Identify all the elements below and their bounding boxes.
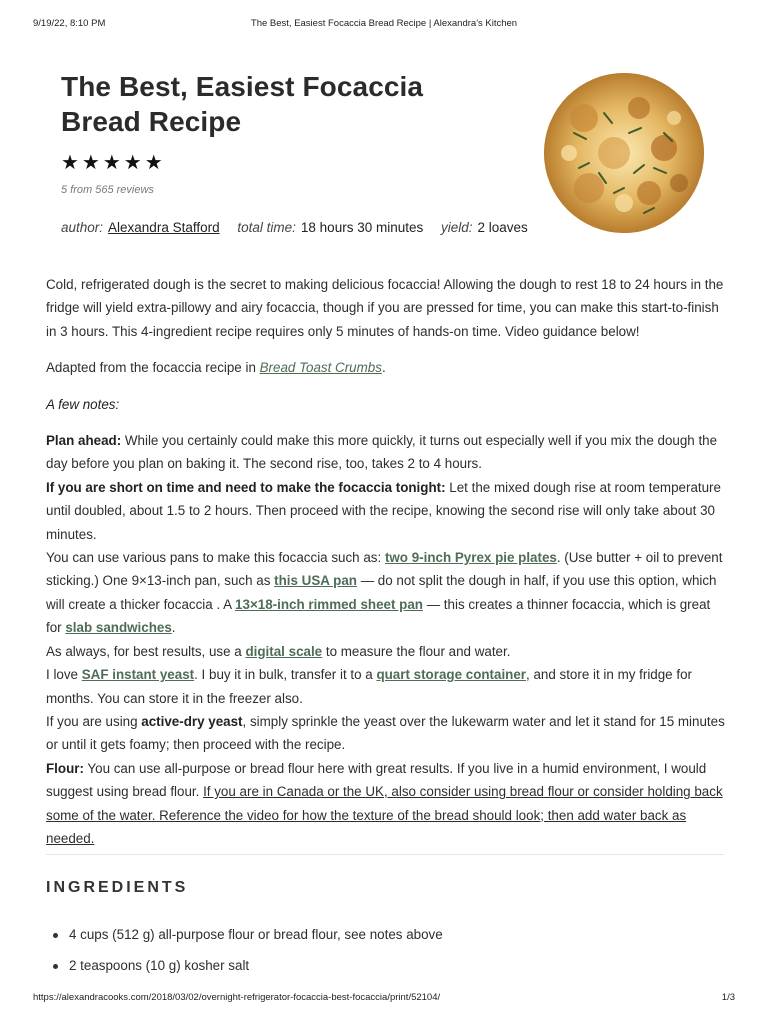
recipe-meta bbox=[61, 220, 542, 235]
focaccia-photo bbox=[544, 73, 704, 233]
adapted-end: . bbox=[381, 360, 386, 376]
print-page-title: The Best, Easiest Focaccia Bread Recipe | Alexandra's Kitchen bbox=[250, 18, 518, 29]
yield-label: yield: bbox=[441, 220, 473, 235]
pans-text-1: You can use various pans to make this focaccia such as: bbox=[46, 550, 385, 566]
print-url: https://alexandracooks.com/2018/03/02/overnight-refrigerator-focaccia-best-focaccia/print/52104/ bbox=[33, 992, 441, 1003]
scale-text-2: to measure the flour and water. bbox=[322, 643, 511, 659]
plan-ahead-text: While you certainly could make this more quickly, it turns out especially well if you mix the dough the day before you plan on baking it. The second rise, too, takes 2 to 4 hours. bbox=[46, 433, 718, 472]
note-saf-yeast bbox=[46, 663, 726, 710]
review-count: 5 from 565 reviews bbox=[61, 184, 154, 196]
pyrex-pie-plates-link[interactable]: two 9-inch Pyrex pie plates bbox=[384, 550, 557, 566]
canada-uk-flour-link[interactable]: If you are in Canada or the UK, also consider using bread flour or consider holding back some of the water. Reference the video for how the texture of the bread should look; then add water back as needed. bbox=[46, 784, 723, 846]
recipe-description bbox=[46, 273, 726, 850]
intro-paragraph: Cold, refrigerated dough is the secret to making delicious focaccia! Allowing the dough to rest 18 to 24 hours in the fridge will yield extra-pillowy and airy focaccia, though if you are pressed for time, you can make this start-to-finish in 3 hours. This 4-ingredient recipe requires only 5 minutes of hands-on time. Video guidance below! bbox=[46, 277, 724, 339]
active-dry-yeast-label: active-dry yeast bbox=[141, 713, 243, 729]
note-pans bbox=[46, 546, 726, 640]
focaccia-image-icon bbox=[544, 73, 704, 233]
adry-text-2: , simply sprinkle the yeast over the lukewarm water and let it stand for 15 minutes or until it gets foamy; then proceed with the recipe. bbox=[46, 713, 725, 753]
flour-text: You can use all-purpose or bread flour here with great results. If you live in a humid environment, I would suggest using bread flour. bbox=[46, 760, 707, 800]
ingredient-item: 2 teaspoons (10 g) kosher salt bbox=[46, 956, 706, 976]
flour-label: Flour: bbox=[46, 760, 84, 776]
bread-toast-crumbs-link[interactable]: Bread Toast Crumbs bbox=[259, 360, 382, 376]
pans-text-2: . (Use butter + oil to prevent sticking.) One 9×13-inch pan, such as bbox=[46, 550, 723, 589]
quart-storage-container-link[interactable]: quart storage container bbox=[376, 667, 527, 683]
pans-text-4: — this creates a thinner focaccia, which is great for bbox=[46, 596, 711, 636]
usa-pan-link[interactable]: this USA pan bbox=[274, 573, 357, 589]
author-link[interactable]: Alexandra Stafford bbox=[108, 220, 220, 235]
ingredients-heading: INGREDIENTS bbox=[46, 879, 189, 896]
note-digital-scale bbox=[46, 640, 726, 663]
total-time-label: total time: bbox=[237, 220, 296, 235]
scale-text-1: As always, for best results, use a bbox=[46, 643, 246, 659]
saf-instant-yeast-link[interactable]: SAF instant yeast bbox=[81, 667, 195, 683]
adry-text-1: If you are using bbox=[46, 713, 142, 729]
pans-text-5: . bbox=[171, 620, 176, 636]
short-on-time-label: If you are short on time and need to make the focaccia tonight: bbox=[46, 479, 446, 495]
recipe-title: The Best, Easiest Focaccia Bread Recipe bbox=[61, 71, 424, 137]
total-time-value: 18 hours 30 minutes bbox=[300, 220, 424, 235]
author-label: author: bbox=[61, 220, 104, 235]
print-footer bbox=[33, 992, 735, 1006]
saf-text-1: I love bbox=[46, 667, 82, 683]
note-flour bbox=[46, 757, 726, 851]
page-number: 1/3 bbox=[721, 992, 735, 1003]
plan-ahead-label: Plan ahead: bbox=[46, 433, 122, 449]
short-on-time-text: Let the mixed dough rise at room temperature until doubled, about 1.5 to 2 hours. Then proceed with the recipe, knowing the second rise will only take about 30 minutes. bbox=[46, 479, 721, 542]
pans-text-3: — do not split the dough in half, if you use this option, which will create a thicker focaccia . A bbox=[46, 573, 717, 612]
ingredients-list bbox=[46, 925, 706, 987]
digital-scale-link[interactable]: digital scale bbox=[245, 643, 323, 659]
note-plan-ahead bbox=[46, 429, 726, 476]
note-short-on-time bbox=[46, 476, 726, 546]
saf-text-3: , and store it in my fridge for months. You can store it in the freezer also. bbox=[46, 667, 692, 706]
ingredient-item: 4 cups (512 g) all-purpose flour or bread flour, see notes above bbox=[46, 925, 706, 945]
slab-sandwiches-link[interactable]: slab sandwiches bbox=[65, 620, 172, 636]
section-divider bbox=[46, 854, 724, 855]
adapted-paragraph bbox=[46, 356, 726, 379]
sheet-pan-link[interactable]: 13×18-inch rimmed sheet pan bbox=[235, 596, 423, 612]
rating-stars: ★★★★★ bbox=[61, 152, 166, 174]
yield-value: 2 loaves bbox=[477, 220, 528, 235]
adapted-text: Adapted from the focaccia recipe in bbox=[46, 360, 260, 376]
notes-heading bbox=[46, 393, 726, 416]
print-date: 9/19/22, 8:10 PM bbox=[33, 18, 106, 29]
note-active-dry-yeast bbox=[46, 710, 726, 757]
print-header bbox=[33, 18, 735, 32]
notes-heading-text: A few notes: bbox=[46, 396, 120, 412]
saf-text-2: . I buy it in bulk, transfer it to a bbox=[194, 667, 377, 683]
